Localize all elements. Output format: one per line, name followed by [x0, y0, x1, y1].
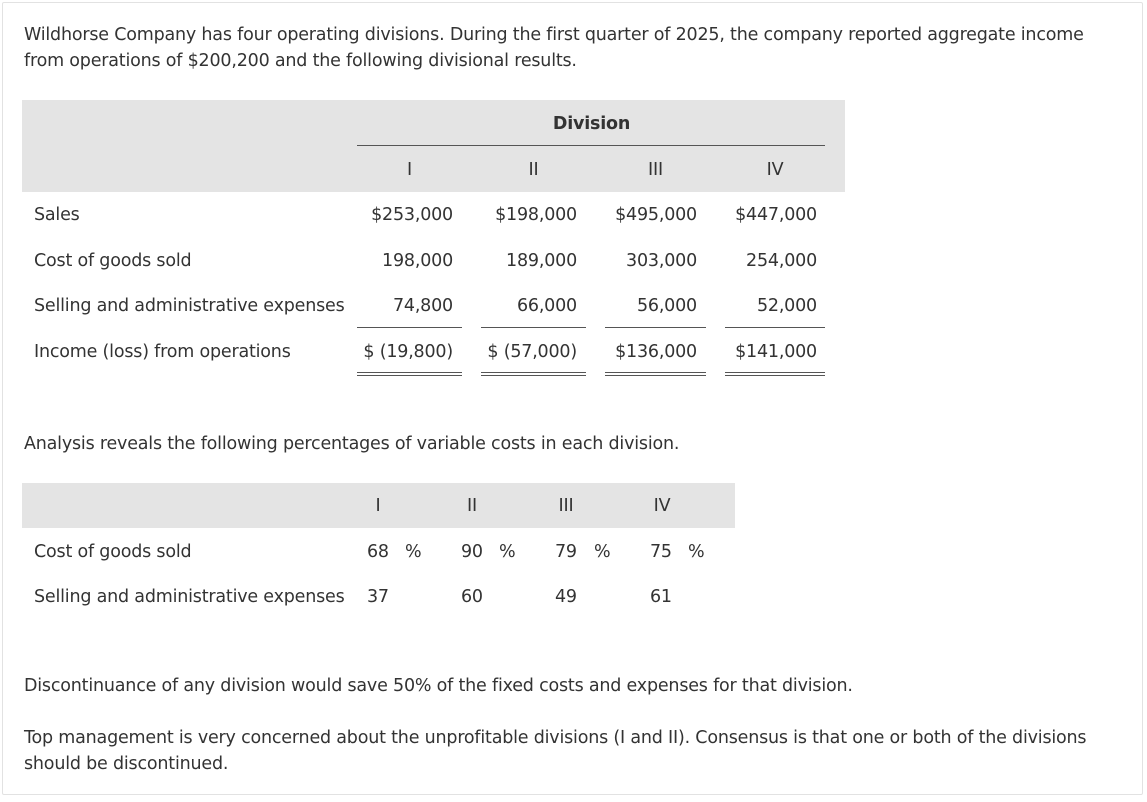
variable-col-header-2: II	[467, 496, 477, 516]
row-label-sales: Sales	[34, 205, 80, 225]
variable-cogs-division-3: 79	[555, 542, 577, 562]
row-label-selling-admin: Selling and administrative expenses	[34, 296, 345, 316]
variable-selling-admin-division-2: 60	[461, 587, 483, 607]
total-double-rule-2	[481, 372, 586, 376]
income-division-1: $ (19,800)	[363, 342, 453, 362]
selling-admin-division-1: 74,800	[392, 296, 453, 316]
subtotal-rule-1	[357, 327, 462, 328]
cogs-division-3: 303,000	[626, 251, 697, 271]
variable-selling-admin-division-4: 61	[650, 587, 672, 607]
results-col-header-1: I	[407, 160, 412, 180]
sales-division-1: $253,000	[371, 205, 453, 225]
sales-division-3: $495,000	[615, 205, 697, 225]
variable-selling-admin-division-1: 37	[367, 587, 389, 607]
variable-cogs-percent-2: %	[499, 542, 516, 562]
subtotal-rule-4	[725, 327, 825, 328]
results-col-header-2: II	[528, 160, 539, 180]
sales-division-2: $198,000	[495, 205, 577, 225]
income-division-3: $136,000	[615, 342, 697, 362]
subtotal-rule-3	[605, 327, 706, 328]
management-paragraph: Top management is very concerned about the unprofitable divisions (I and II). Consensus is that one or both of the divisions should be discontinued.	[24, 728, 1087, 774]
results-col-header-3: III	[648, 160, 663, 180]
discontinuance-paragraph: Discontinuance of any division would save 50% of the fixed costs and expenses for that division.	[24, 676, 853, 696]
division-group-header: Division	[552, 114, 631, 134]
variable-col-header-1: I	[375, 496, 381, 516]
cogs-division-4: 254,000	[746, 251, 817, 271]
income-division-2: $ (57,000)	[487, 342, 577, 362]
variable-cogs-division-2: 90	[461, 542, 483, 562]
analysis-paragraph: Analysis reveals the following percentages of variable costs in each division.	[24, 434, 680, 454]
variable-cogs-percent-1: %	[405, 542, 422, 562]
variable-row-label-selling-admin: Selling and administrative expenses	[34, 587, 345, 607]
row-label-cogs: Cost of goods sold	[34, 251, 192, 271]
variable-cogs-percent-4: %	[688, 542, 705, 562]
variable-cogs-division-1: 68	[367, 542, 389, 562]
selling-admin-division-4: 52,000	[756, 296, 817, 316]
total-double-rule-4	[725, 372, 825, 376]
total-double-rule-3	[605, 372, 706, 376]
cogs-division-2: 189,000	[506, 251, 577, 271]
income-division-4: $141,000	[735, 342, 817, 362]
variable-cogs-percent-3: %	[594, 542, 611, 562]
variable-col-header-3: III	[558, 496, 574, 516]
selling-admin-division-2: 66,000	[516, 296, 577, 316]
results-col-header-4: IV	[766, 160, 784, 180]
variable-col-header-4: IV	[653, 496, 671, 516]
variable-row-label-cogs: Cost of goods sold	[34, 542, 192, 562]
row-label-income: Income (loss) from operations	[34, 342, 291, 362]
selling-admin-division-3: 56,000	[636, 296, 697, 316]
total-double-rule-1	[357, 372, 462, 376]
intro-paragraph: Wildhorse Company has four operating divisions. During the first quarter of 2025, the company reported aggregate income from operations of $200,200 and the following divisional results.	[24, 25, 1084, 71]
subtotal-rule-2	[481, 327, 586, 328]
division-header-rule	[357, 145, 825, 146]
variable-selling-admin-division-3: 49	[555, 587, 577, 607]
sales-division-4: $447,000	[735, 205, 817, 225]
cogs-division-1: 198,000	[382, 251, 453, 271]
variable-cogs-division-4: 75	[650, 542, 672, 562]
